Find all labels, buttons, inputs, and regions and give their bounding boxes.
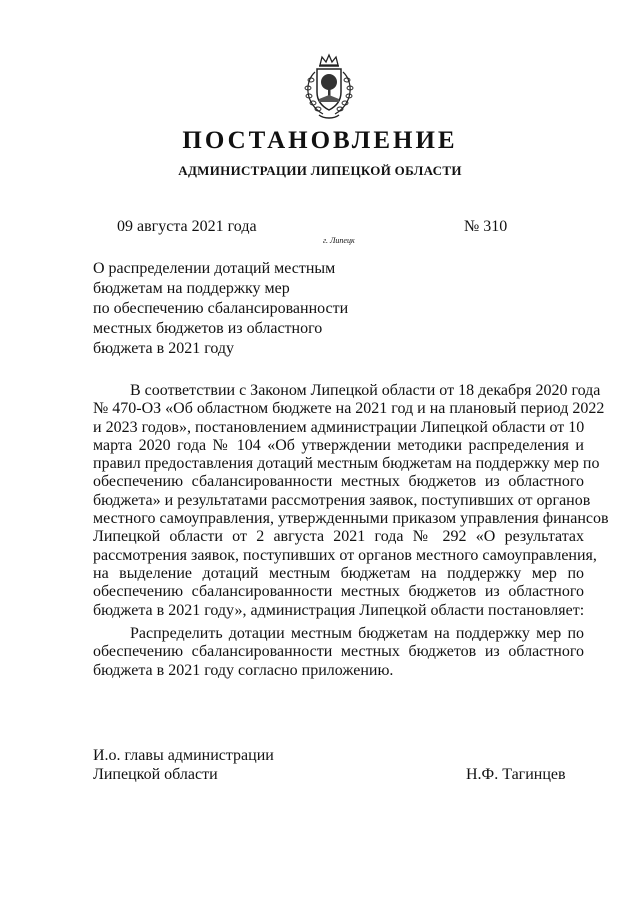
paragraph-line: и 2023 годов», постановлением администрации Липецкой области от 10 [93,418,585,436]
body-paragraph-1 [93,382,609,620]
paragraph-line: на выделение дотаций местным бюджетам на поддержку мер по [93,564,584,582]
heading-line: бюджета в 2021 году [93,340,235,357]
document-subtitle: АДМИНИСТРАЦИИ ЛИПЕЦКОЙ ОБЛАСТИ [178,163,462,178]
paragraph-line: бюджета» и результатами рассмотрения заявок, поступивших от органов [93,491,591,509]
document-title: ПОСТАНОВЛЕНИЕ [182,127,458,154]
paragraph-line: бюджета в 2021 году согласно приложению. [93,661,394,679]
signatory-position-line: Липецкой области [93,765,218,783]
body-paragraph-2 [93,625,584,680]
paragraph-line: № 470-ОЗ «Об областном бюджете на 2021 год и на плановый период 2022 [93,400,605,418]
paragraph-line: местного самоуправления, утвержденными приказом управления финансов [93,510,609,528]
heading-line: по обеспечению сбалансированности [93,300,349,317]
heading-line: О распределении дотаций местным [93,260,336,277]
document-heading [93,259,393,359]
paragraph-line: обеспечению сбалансированности местных бюджетов из областного [93,643,584,661]
document-date: 09 августа 2021 года [117,218,257,235]
heading-line: местных бюджетов из областного [93,320,323,337]
paragraph-line: Липецкой области от 2 августа 2021 года № 292 «О результатах [93,528,584,546]
paragraph-line: марта 2020 года № 104 «Об утверждении методики распределения и [93,436,584,454]
paragraph-line: Распределить дотации местным бюджетам на поддержку мер по [130,625,584,642]
document-number: № 310 [464,218,508,235]
paragraph-line: правил предоставления дотаций местным бюджетам на поддержку мер по [93,455,600,473]
signatory-position-line: И.о. главы администрации [93,747,274,764]
document-city: г. Липецк [323,236,355,245]
coat-of-arms-emblem-icon [299,52,359,122]
paragraph-line: бюджета в 2021 году», администрация Липецкой области постановляет: [93,601,585,619]
signatory-name: Н.Ф. Тагинцев [466,766,566,783]
paragraph-line: В соответствии с Законом Липецкой области от 18 декабря 2020 года [130,382,601,399]
paragraph-line: рассмотрения заявок, поступивших от органов местного самоуправления, [93,546,597,564]
signatory-position [93,747,274,784]
heading-line: бюджетам на поддержку мер [93,280,290,297]
paragraph-line: обеспечению сбалансированности местных бюджетов из областного [93,583,584,601]
paragraph-line: обеспечению сбалансированности местных бюджетов из областного [93,473,584,491]
